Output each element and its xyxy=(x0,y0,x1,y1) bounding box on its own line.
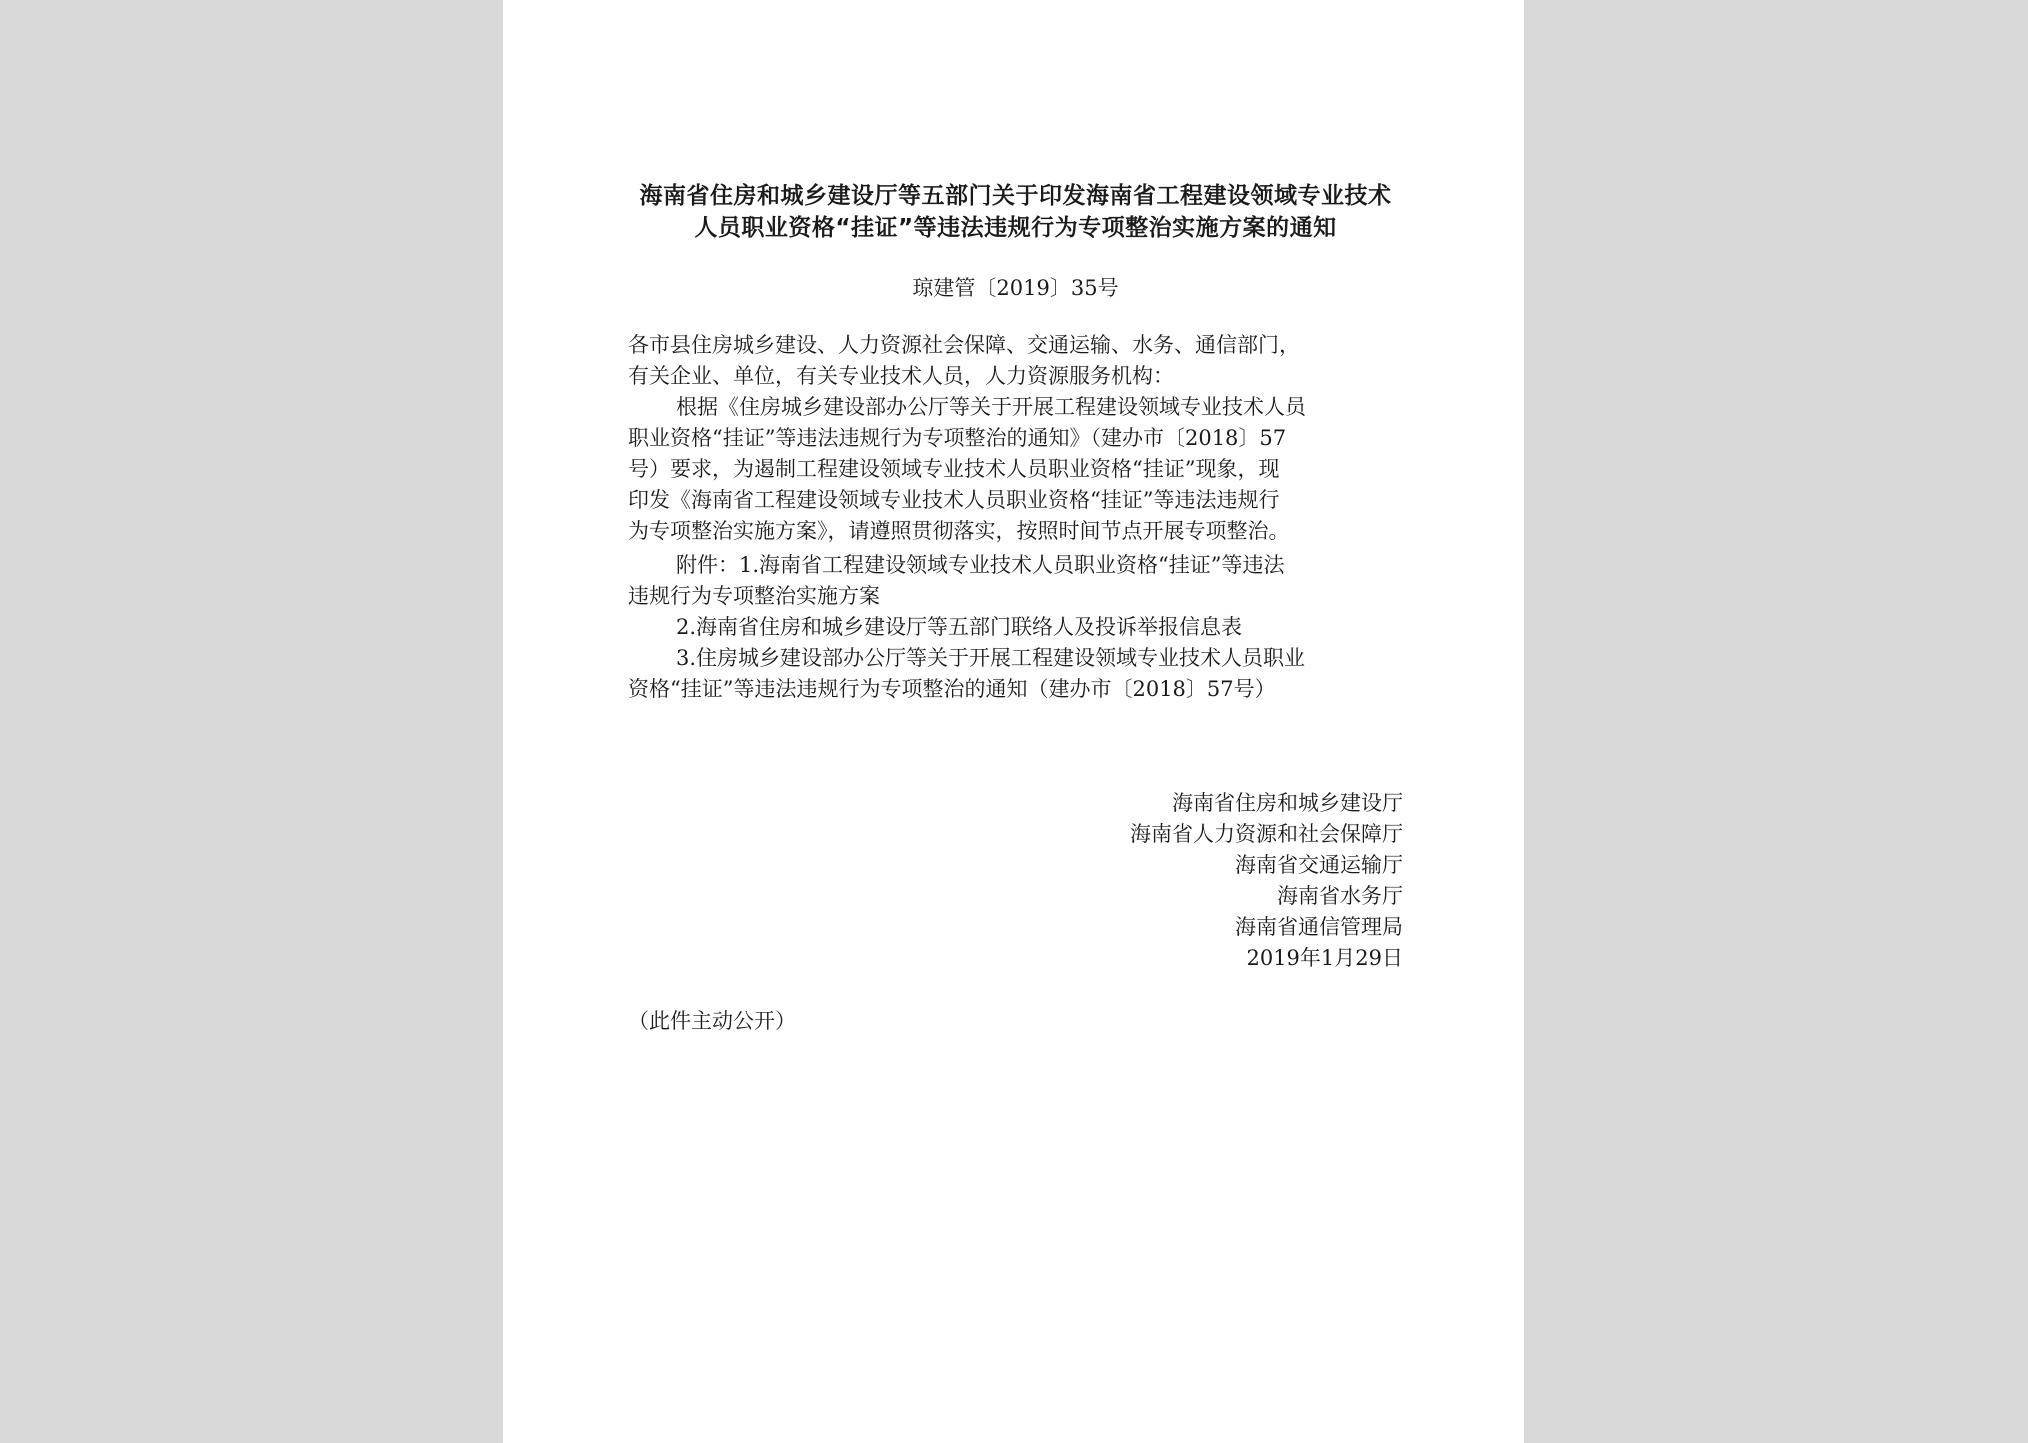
disclosure-note: （此件主动公开） xyxy=(628,1009,796,1033)
document-title xyxy=(603,180,1428,244)
body-paragraph-line: 号）要求，为遏制工程建设领域专业技术人员职业资格“挂证”现象，现 xyxy=(628,457,1280,481)
signatory: 海南省通信管理局 xyxy=(1235,915,1403,939)
signatory: 海南省水务厅 xyxy=(1277,884,1403,908)
attachment-line: 3.住房城乡建设部办公厅等关于开展工程建设领域专业技术人员职业 xyxy=(676,646,1306,670)
attachment-line: 2.海南省住房和城乡建设厅等五部门联络人及投诉举报信息表 xyxy=(676,615,1243,639)
attachment-line: 违规行为专项整治实施方案 xyxy=(628,584,880,608)
document-number: 琼建管〔2019〕35号 xyxy=(912,276,1119,300)
body-paragraph-line: 印发《海南省工程建设领域专业技术人员职业资格“挂证”等违法违规行 xyxy=(628,488,1280,512)
addressee-line: 各市县住房城乡建设、人力资源社会保障、交通运输、水务、通信部门， xyxy=(628,333,1300,357)
attachment-line: 附件：1.海南省工程建设领域专业技术人员职业资格“挂证”等违法 xyxy=(676,553,1285,577)
signatory: 海南省住房和城乡建设厅 xyxy=(1172,791,1403,815)
signatory: 海南省交通运输厅 xyxy=(1235,853,1403,877)
title-line: 海南省住房和城乡建设厅等五部门关于印发海南省工程建设领域专业技术 xyxy=(639,183,1392,209)
body-paragraph-line: 根据《住房城乡建设部办公厅等关于开展工程建设领域专业技术人员 xyxy=(676,395,1306,419)
signatory: 海南省人力资源和社会保障厅 xyxy=(1130,822,1403,846)
title-line: 人员职业资格“挂证”等违法违规行为专项整治实施方案的通知 xyxy=(694,215,1337,241)
body-paragraph-line: 为专项整治实施方案》，请遵照贯彻落实，按照时间节点开展专项整治。 xyxy=(628,519,1290,543)
document-page xyxy=(503,0,1524,1443)
body-paragraph-line: 职业资格“挂证”等违法违规行为专项整治的通知》（建办市〔2018〕57 xyxy=(628,426,1287,450)
addressee-line: 有关企业、单位，有关专业技术人员，人力资源服务机构： xyxy=(628,364,1174,388)
attachment-line: 资格“挂证”等违法违规行为专项整治的通知（建办市〔2018〕57号） xyxy=(628,677,1276,701)
document-date: 2019年1月29日 xyxy=(1246,946,1403,970)
